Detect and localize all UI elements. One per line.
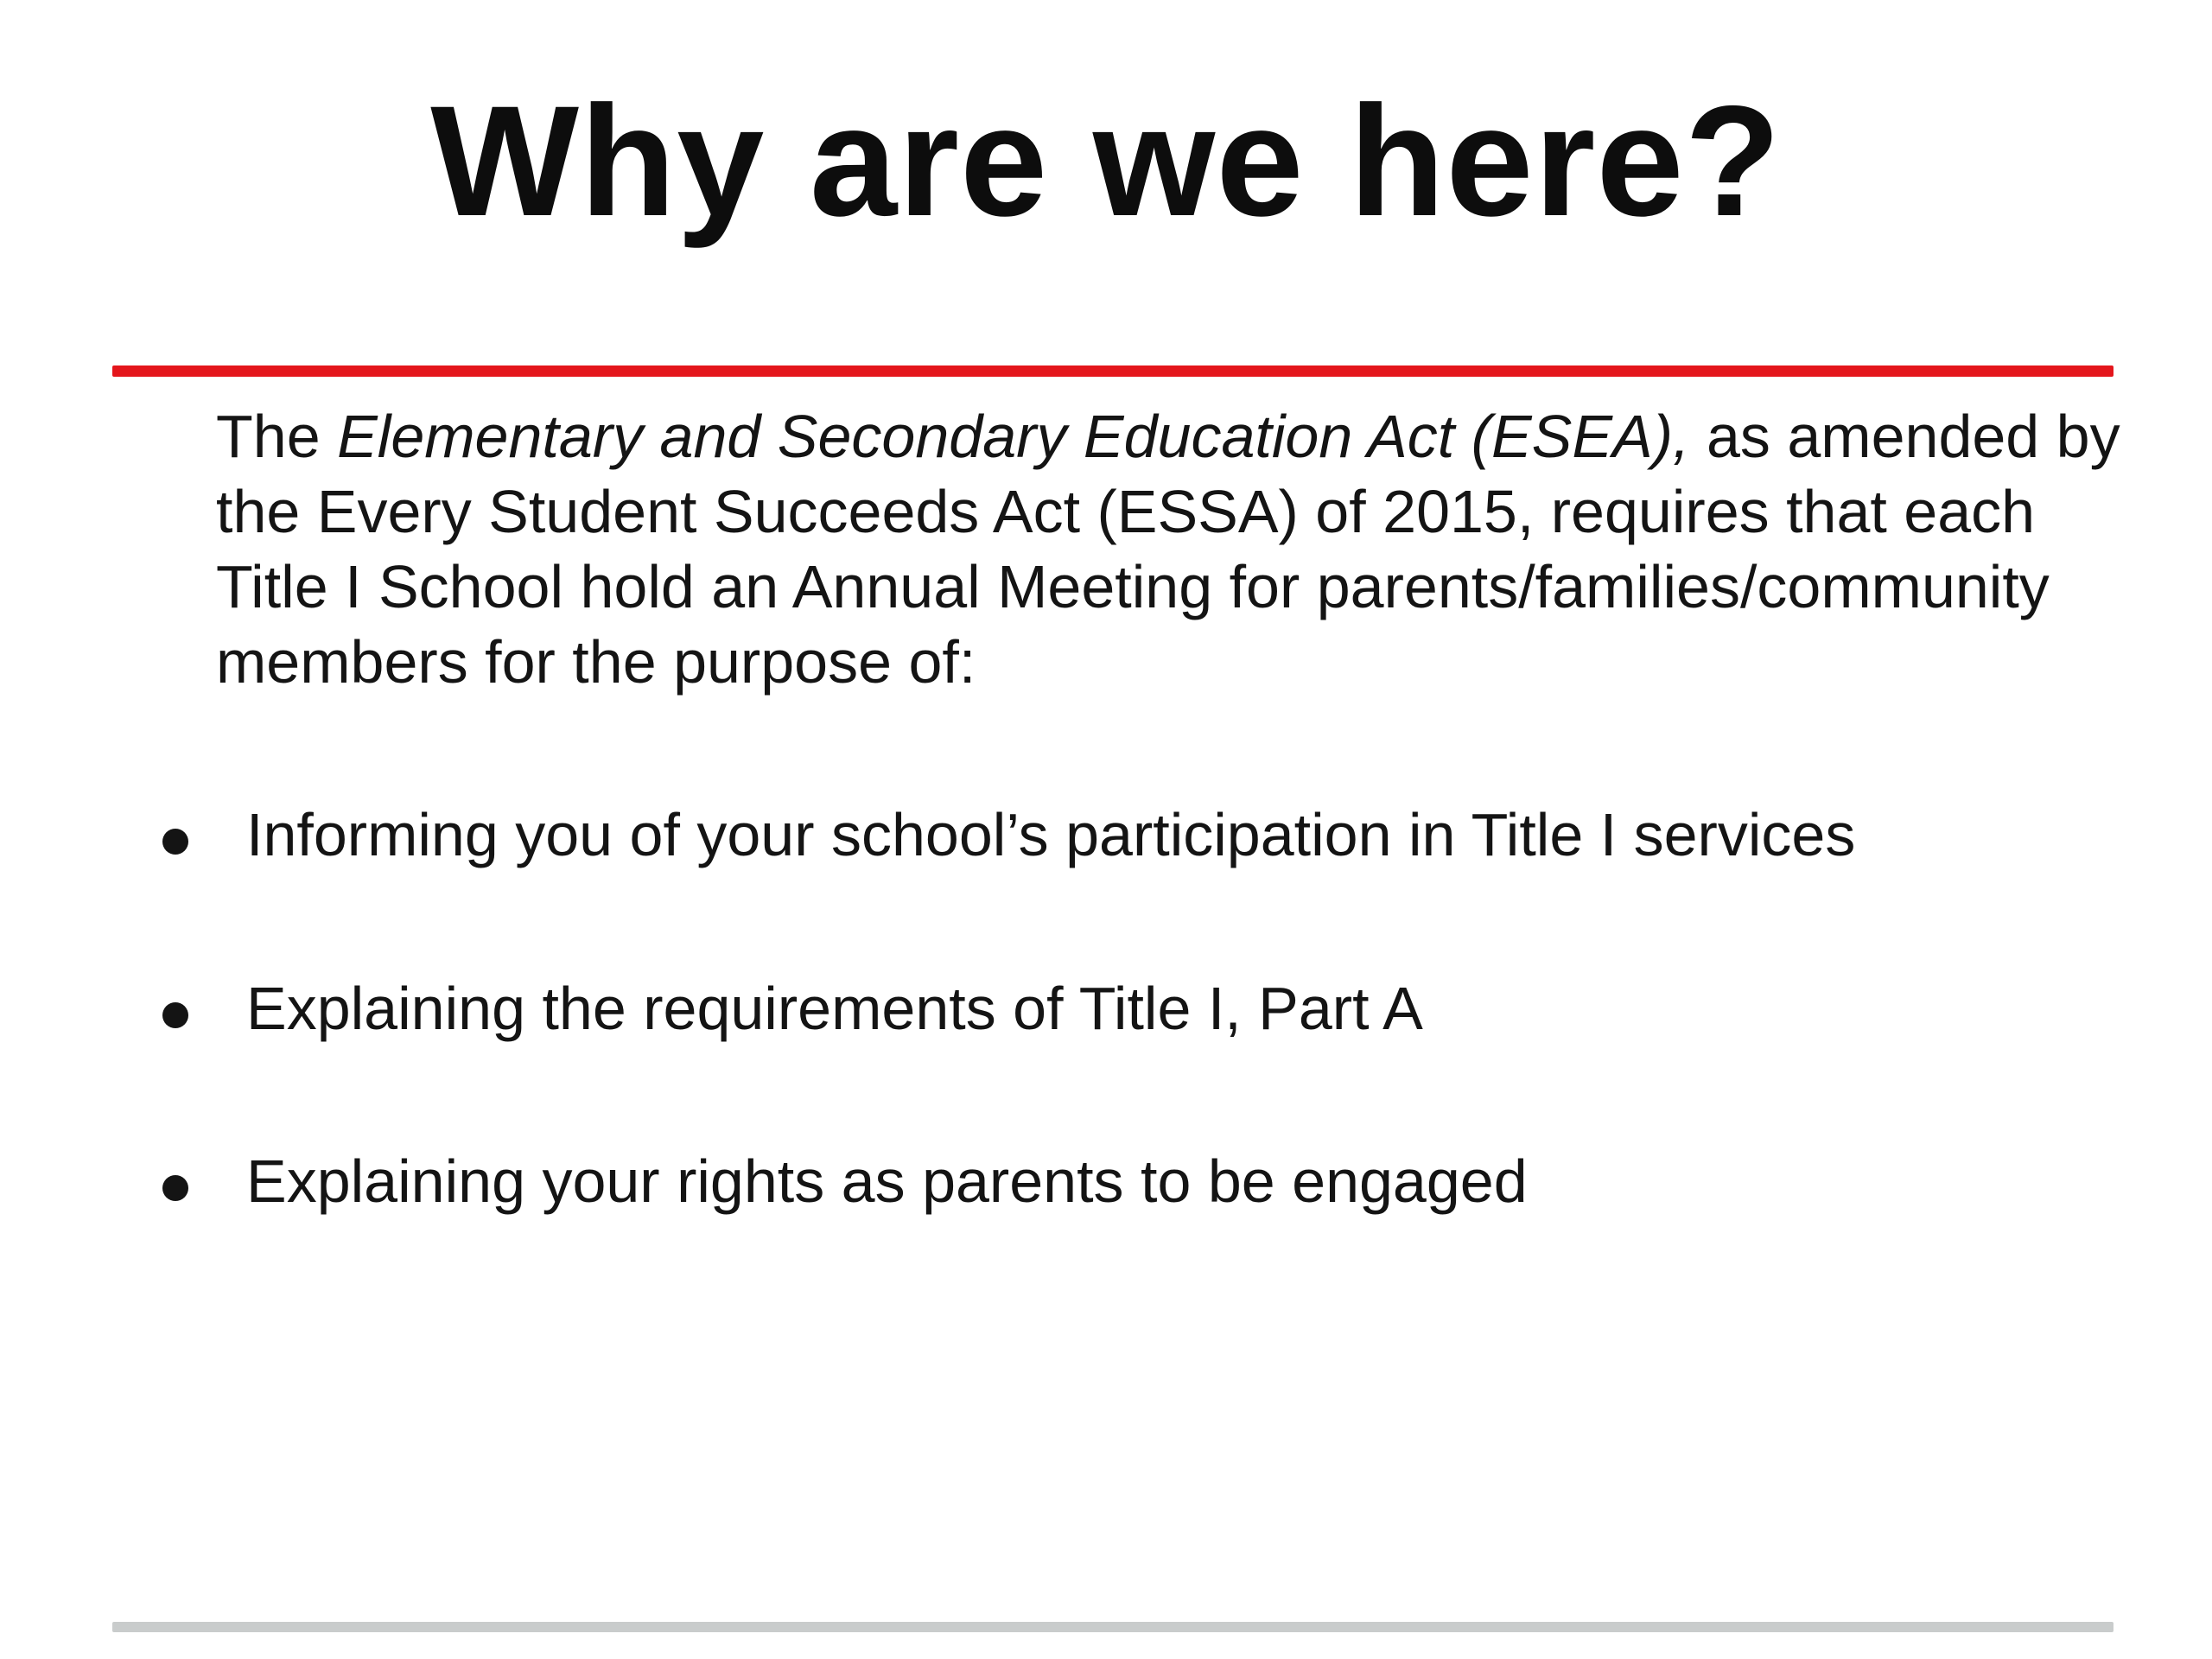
bullet-dot-icon	[162, 1175, 188, 1201]
slide-title: Why are we here?	[430, 73, 1782, 249]
bullet-item-requirements	[0, 969, 2212, 1047]
bullet-text: Explaining your rights as parents to be engaged	[246, 1147, 1528, 1215]
bullet-text: Informing you of your school’s participation in Title I services	[246, 801, 1856, 868]
bullet-dot-icon	[162, 829, 188, 855]
act-name-text: Elementary and Secondary Education Act (ESEA),	[337, 403, 1690, 470]
bullet-item-participation	[0, 796, 2212, 874]
footer-divider-rule	[112, 1622, 2113, 1632]
bullet-text: Explaining the requirements of Title I, Part A	[246, 975, 1423, 1042]
intro-rest-text: as amended by the Every Student Succeeds Act (ESSA) of 2015, requires that each Title I School hold an Annual Meeting for parents/families/community members for the purpose of:	[216, 403, 2120, 696]
intro-lead-text: The	[216, 403, 338, 470]
title-divider-rule	[112, 365, 2113, 377]
intro-paragraph	[216, 399, 2143, 700]
bullet-dot-icon	[162, 1002, 188, 1028]
bullet-item-parent-rights	[0, 1142, 2212, 1220]
